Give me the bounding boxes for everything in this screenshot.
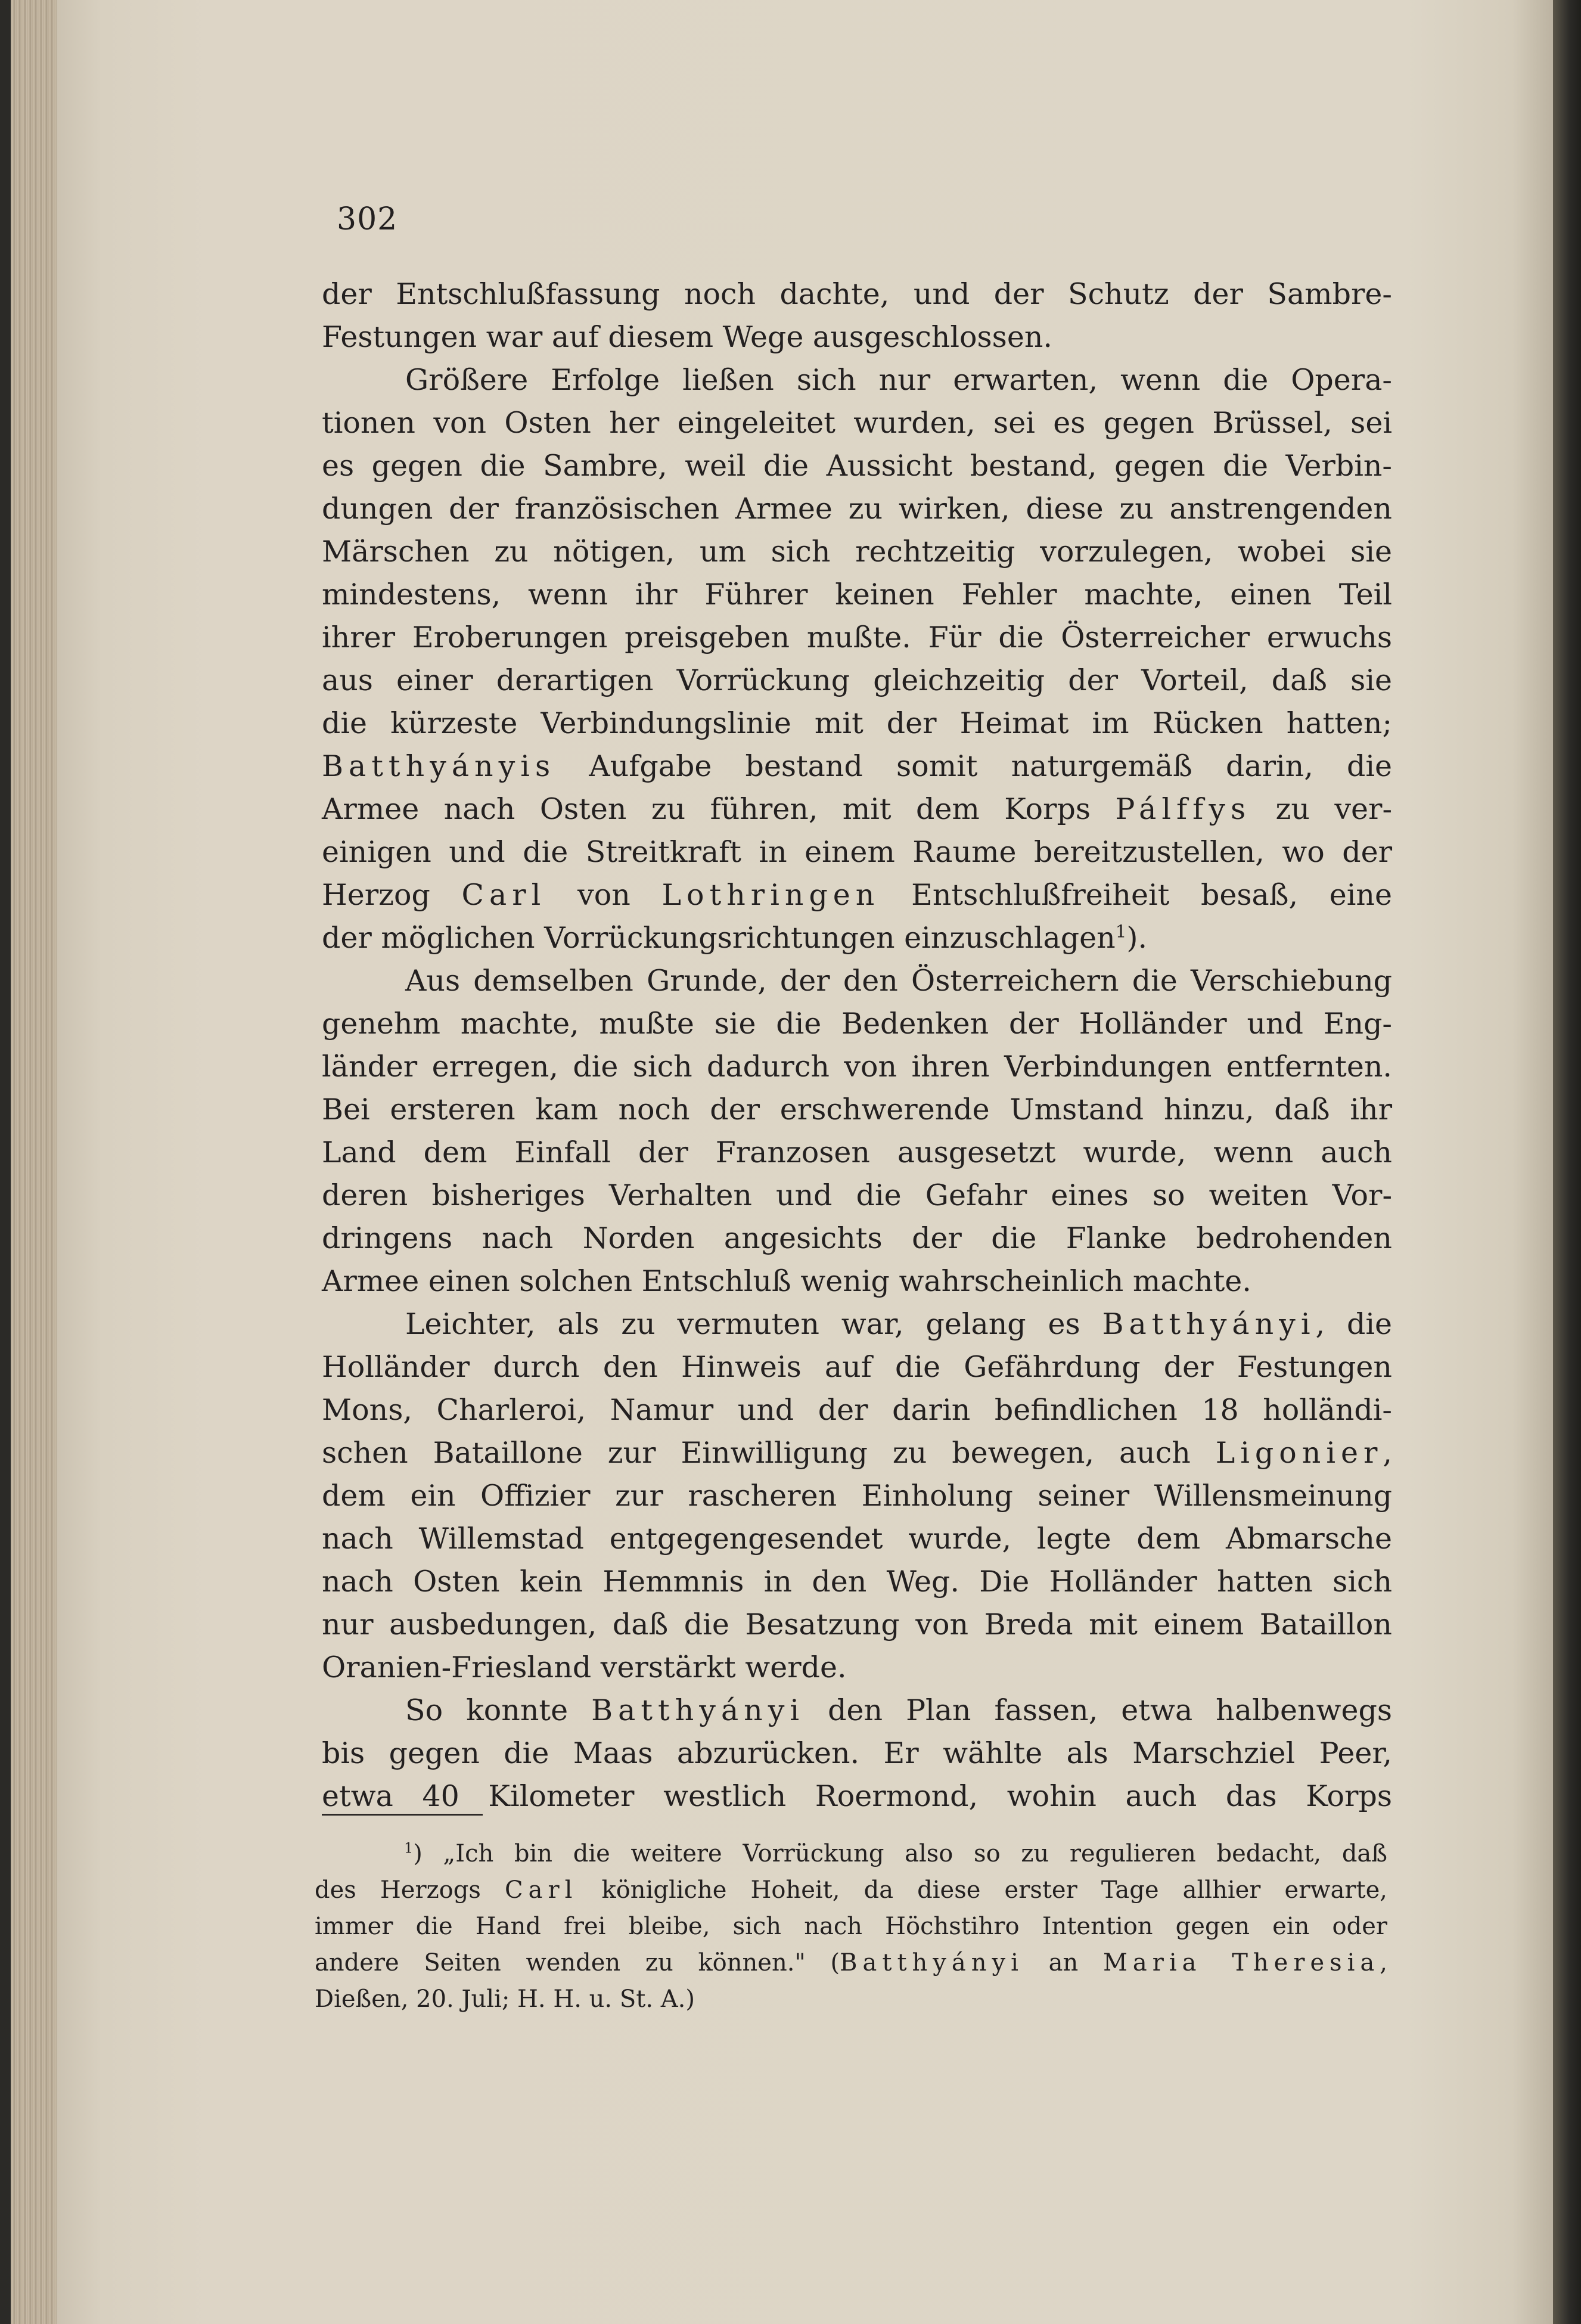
body-line: Mons, Charleroi, Namur und der darin befindlichen 18 holländi- bbox=[322, 1393, 1392, 1427]
name-maria-theresia: Maria Theresia bbox=[1102, 1949, 1380, 1977]
body-line: der Entschlußfassung noch dachte, und der Schutz der Sambre- bbox=[322, 277, 1392, 311]
body-line: etwa 40 Kilometer westlich Roermond, wohin auch das Korps bbox=[322, 1779, 1392, 1813]
body-line: der möglichen Vorrückungsrichtungen einzuschlagen$^1$). bbox=[322, 921, 1148, 955]
name-batthyanyi: Batthyányi bbox=[1102, 1307, 1316, 1341]
body-line: es gegen die Sambre, weil die Aussicht bestand, gegen die Verbin- bbox=[322, 449, 1392, 483]
body-line: Armee nach Osten zu führen, mit dem Korps Pálffys zu ver- bbox=[322, 792, 1392, 826]
body-line: Land dem Einfall der Franzosen ausgesetzt wurde, wenn auch bbox=[322, 1135, 1392, 1169]
body-line: genehm machte, mußte sie die Bedenken der Holländer und Eng- bbox=[322, 1007, 1392, 1041]
body-line: dem ein Offizier zur rascheren Einholung seiner Willensmeinung bbox=[322, 1479, 1392, 1513]
name-batthyanyi: Batthyányi bbox=[840, 1949, 1024, 1977]
body-line: deren bisheriges Verhalten und die Gefahr eines so weiten Vor- bbox=[322, 1178, 1392, 1212]
page-number: 302 bbox=[337, 201, 398, 237]
body-line: mindestens, wenn ihr Führer keinen Fehler machte, einen Teil bbox=[322, 578, 1392, 612]
name-batthyanyis: Batthyányis bbox=[322, 749, 556, 783]
footnote-line: des Herzogs Carl königliche Hoheit, da diese erster Tage allhier erwarte, bbox=[315, 1876, 1388, 1904]
body-line: Herzog Carl von Lothringen Entschlußfreiheit besaß, eine bbox=[322, 878, 1392, 912]
body-line: einigen und die Streitkraft in einem Raume bereitzustellen, wo der bbox=[322, 835, 1392, 869]
body-line: die kürzeste Verbindungslinie mit der Heimat im Rücken hatten; bbox=[322, 706, 1392, 740]
body-line: So konnte Batthyányi den Plan fassen, etwa halbenwegs bbox=[405, 1693, 1392, 1727]
footnote-separator bbox=[322, 1814, 483, 1816]
body-line: tionen von Osten her eingeleitet wurden, sei es gegen Brüssel, sei bbox=[322, 406, 1392, 440]
body-line: Größere Erfolge ließen sich nur erwarten, wenn die Opera- bbox=[405, 363, 1392, 397]
footnote-reference: 1 bbox=[1115, 921, 1127, 942]
name-ligonier: Ligonier bbox=[1215, 1436, 1383, 1470]
body-line: Festungen war auf diesem Wege ausgeschlossen. bbox=[322, 320, 1052, 354]
footnote-line: immer die Hand frei bleibe, sich nach Höchstihro Intention gegen ein oder bbox=[315, 1913, 1387, 1940]
body-line: ihrer Eroberungen preisgeben mußte. Für die Österreicher erwuchs bbox=[322, 620, 1392, 654]
body-line: nach Osten kein Hemmnis in den Weg. Die Holländer hatten sich bbox=[322, 1565, 1392, 1599]
body-line: dungen der französischen Armee zu wirken, diese zu anstrengenden bbox=[322, 492, 1392, 526]
footnote-marker: 1 bbox=[404, 1839, 414, 1857]
body-line: Batthyányis Aufgabe bestand somit naturgemäß darin, die bbox=[322, 749, 1392, 783]
name-palffys: Pálffys bbox=[1115, 792, 1251, 826]
body-line: Märschen zu nötigen, um sich rechtzeitig vorzulegen, wobei sie bbox=[322, 535, 1392, 569]
body-line: bis gegen die Maas abzurücken. Er wählte als Marschziel Peer, bbox=[322, 1736, 1392, 1770]
body-line: schen Bataillone zur Einwilligung zu bewegen, auch Ligonier, bbox=[322, 1436, 1392, 1470]
body-line: Leichter, als zu vermuten war, gelang es Batthyányi, die bbox=[405, 1307, 1392, 1341]
body-line: aus einer derartigen Vorrückung gleichzeitig der Vorteil, daß sie bbox=[322, 663, 1392, 697]
body-line: Oranien-Friesland verstärkt werde. bbox=[322, 1650, 847, 1684]
body-line: Bei ersteren kam noch der erschwerende Umstand hinzu, daß ihr bbox=[322, 1093, 1392, 1127]
body-line: Armee einen solchen Entschluß wenig wahrscheinlich machte. bbox=[322, 1264, 1251, 1298]
footnote-line: andere Seiten wenden zu können." (Batthyányi an Maria Theresia, bbox=[315, 1949, 1388, 1977]
footnote-line: Dießen, 20. Juli; H. H. u. St. A.) bbox=[315, 1985, 695, 2013]
body-line: nach Willemstad entgegengesendet wurde, legte dem Abmarsche bbox=[322, 1522, 1392, 1556]
body-line: Aus demselben Grunde, der den Österreichern die Verschiebung bbox=[405, 964, 1392, 998]
name-lothringen: Lothringen bbox=[661, 878, 880, 912]
body-line: dringens nach Norden angesichts der die Flanke bedrohenden bbox=[322, 1221, 1392, 1255]
name-carl: Carl bbox=[505, 1876, 578, 1904]
body-line: nur ausbedungen, daß die Besatzung von Breda mit einem Bataillon bbox=[322, 1608, 1392, 1642]
body-line: Holländer durch den Hinweis auf die Gefährdung der Festungen bbox=[322, 1350, 1392, 1384]
body-text bbox=[322, 273, 1392, 1818]
name-batthyanyi: Batthyányi bbox=[591, 1693, 805, 1727]
body-line: länder erregen, die sich dadurch von ihren Verbindungen entfernten. bbox=[322, 1050, 1392, 1084]
footnote bbox=[315, 1836, 1387, 2018]
footnote-line: $^1$) „Ich bin die weitere Vorrückung also so zu regulieren bedacht, daß bbox=[404, 1839, 1387, 1867]
binding-shadow bbox=[1553, 0, 1581, 2324]
name-carl: Carl bbox=[461, 878, 546, 912]
